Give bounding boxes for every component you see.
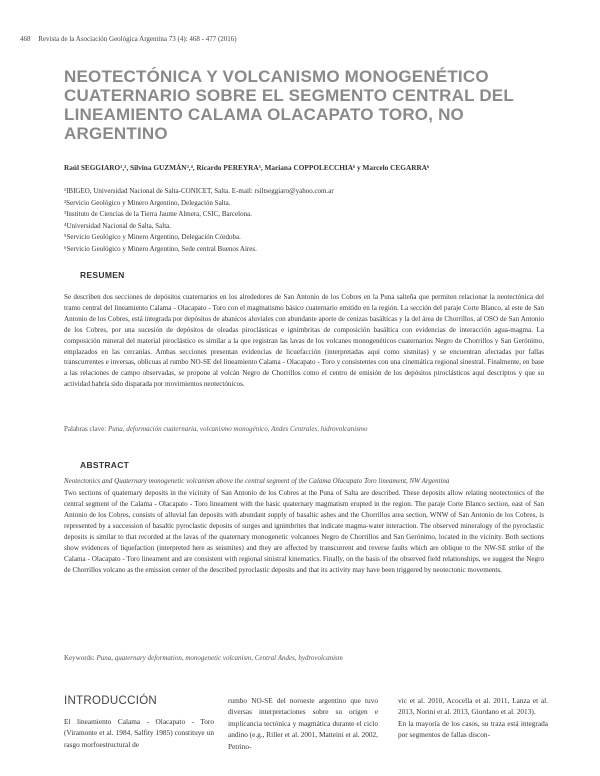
intro-column-3 [398,695,548,741]
abstract-heading: ABSTRACT [80,460,130,470]
abstract-english-title: Neotectonics and Quaternary monogenetic volcanism above the central segment of the Calama Olacapato Toro lineament, NW Argentina [64,477,450,485]
affiliation: ¹IBIGEO, Universidad Nacional de Salta-CONICET, Salta. E-mail: rsiltseggiaro@yahoo.com.ar [64,187,334,195]
affiliation: ³Instituto de Ciencias de la Tierra Jaume Almera, CSIC, Barcelona. [64,210,252,219]
paragraph: vic et al. 2010, Acocella et al. 2011, Lanza et al. 2013, Norini et al. 2013, Giordano et al. 2013). [398,696,548,717]
resumen-keywords [64,425,544,433]
abstract-keywords [64,654,544,662]
keywords-value: Puna, deformación cuaternaria, volcanismo monogénico, Andes Centrales, hidrovolcanismo [107,425,368,433]
running-header [20,35,237,43]
keywords-label: Palabras clave: [64,425,107,433]
intro-column-1 [64,716,214,750]
keywords-value: Puna, quaternary deformation, monogenetic volcanism, Central Andes, hydrovolcanism [96,654,343,662]
resumen-body: Se describen dos secciones de depósitos cuaternarios en los alrededores de San Antonio de los Cobres en la Puna salteña que permiten relacionar la neotectónica del tramo central del lineamiento Calama - Olacapato - Toro con el magmatismo básico cuaternario emitido en la región. La sección del paraje Corte Blanco, al este de San Antonio de los Cobres, está integrada por depósitos de abanicos aluviales con abundante aporte de cenizas basálticas y la del área de Chorrillos, al OSO de San Antonio de los Cobres, por una sucesión de depósitos de oleadas piroclásticas e ignimbritas de composición basáltica con evidencias de interacción agua-magma. La composición mineral del material piroclástico es similar a la que registran las lavas de los volcanes monogenéticos cuaternarios Negro de Chorrillos y San Gerónimo, emplazados en las cercanías. Ambas secciones presentan evidencias de licuefacción (interpretadas aquí como sismitas) y se encuentran afectadas por fallas transcurrentes e inversas, oblicuas al rumbo NO-SE del lineamiento Calama - Olacapato - Toro y consistentes con una cinemática regional sinestral. Finalmente, en base a las relaciones de campo observadas, se propone al volcán Negro de Chorrillos como el centro de emisión de los depósitos piroclásticos aquí descriptos y que su actividad habría sido disparada por movimientos neotectónicos. [64,293,544,389]
keywords-label: Keywords: [64,654,95,662]
paragraph: En la mayoría de los casos, su traza está integrada por segmentos de fallas discon- [398,718,548,740]
article-title: NEOTECTÓNICA Y VOLCANISMO MONOGENÉTICO CUATERNARIO SOBRE EL SEGMENTO CENTRAL DEL LINEAMIENTO CALAMA OLACAPATO TORO, NO ARGENTINO [64,67,514,143]
journal-citation: Revista de la Asociación Geológica Argentina 73 (4): 468 - 477 (2016) [38,35,237,43]
page-number: 468 [20,35,31,43]
intro-heading: INTRODUCCIÓN [64,695,158,707]
affiliation: ⁶Servicio Geológico y Minero Argentino, Sede central Buenos Aires. [64,244,257,253]
affiliation: ⁴Universidad Nacional de Salta, Salta. [64,221,172,230]
paragraph: rumbo NO-SE del noroeste argentino que tuvo diversas interpretaciones sobre su origen e implicancia tectónica y magmática durante el ciclo andino (e.g., Riller et al. 2001, Matteini et al. 2002, Petrino- [228,696,378,751]
intro-column-2 [228,695,378,752]
resumen-heading: RESUMEN [80,270,125,280]
affiliation: ²Servicio Geológico y Minero Argentino, Delegación Salta. [64,198,231,207]
author-list: Raúl SEGGIARO¹,², Silvina GUZMÁN³,⁴, Ricardo PEREYRA⁵, Mariana COPPOLECCHIA⁶ y Marcelo CEGARRA⁶ [64,163,430,172]
abstract-body: Two sections of quaternary deposits in the vicinity of San Antonio de los Cobres at the Puna of Salta are described. These deposits allow relating neotectonics of the central segment of the Calama - Olacapato - Toro lineament with the basic quaternary magmatism erupted in the region. The paraje Corte Blanco section, east of San Antonio de los Cobres, consists of alluvial fan deposits with abundant supply of basaltic ashes and the Chorrillos area section, WNW of San Antonio de los Cobres, is represented by a succession of basaltic pyroclastic deposits of surges and ignimbrites that indicate magma-water interaction. The observed mineralogy of the pyroclastic deposits is similar to that recorded at the lavas of the quaternary monogenetic volcanoes Negro de Chorrillos and San Gerónimo, located in the vicinity. Both sections show evidences of liquefaction (interpreted here as seismites) and they are affected by transcurrent and reverse faults which are oblique to the NW-SE strike of the Calama - Olacapato - Toro lineament and are consistent with regional sinistral kinematics. Finally, on the basis of the observed field relationships, we suggest the Negro de Chorrillos volcano as the emission center of the described pyroclastic deposits and that its activity may have been triggered by neotectonic movements. [64,489,544,574]
paragraph: El lineamiento Calama - Olacapato - Toro (Viramonte et al. 1984, Salfity 1985) constituye un rasgo morfoestructural de [64,717,214,749]
affiliation: ⁵Servicio Geológico y Minero Argentino, Delegación Córdoba. [64,233,241,242]
affiliations [64,186,544,256]
